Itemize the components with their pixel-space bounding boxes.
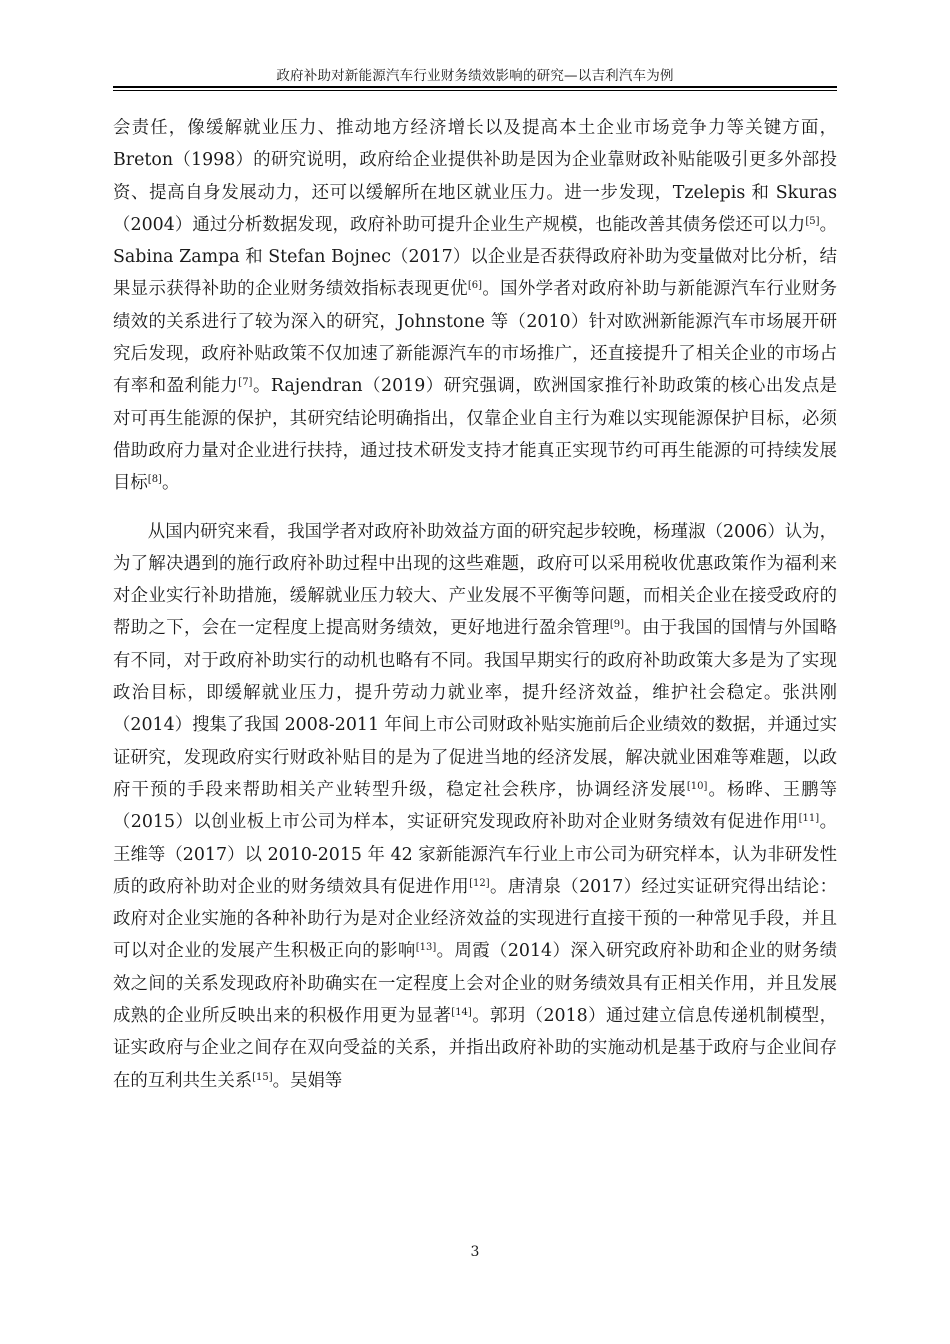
citation-ref: [14] xyxy=(451,1007,472,1019)
text-run: 。王维等（2017）以 2010-2015 年 42 家新能源汽车行业上市公司为研究样本，认为非研发性质的政府补助对企业的财务绩效具有促进作用 xyxy=(113,812,837,897)
paragraph-domestic-research xyxy=(113,516,837,1097)
text-run: 。国外学者对政府补助与新能源汽车行业财务绩效的关系进行了较为深入的研究，Johnstone 等（2010）针对欧洲新能源汽车市场展开研究后发现，政府补贴政策不仅加速了新能源汽车的市场推广，还直接提升了相关企业的市场占有率和盈利能力 xyxy=(113,279,837,397)
text-run: 。周霞（2014）深入研究政府补助和企业的财务绩效之间的关系发现政府补助确实在一定程度上会对企业的财务绩效具有正相关作用，并且发展成熟的企业所反映出来的积极作用更为显著 xyxy=(113,941,837,1027)
citation-ref: [13] xyxy=(415,942,437,954)
citation-ref: [10] xyxy=(686,780,708,792)
header-rule-thick xyxy=(113,86,837,88)
text-run: 会责任，像缓解就业压力、推动地方经济增长以及提高本土企业市场竞争力等关键方面，Breton（1998）的研究说明，政府给企业提供补助是因为企业靠财政补贴能吸引更多外部投资、提高自身发展动力，还可以缓解所在地区就业压力。进一步发现，Tzelepis 和 Skuras（2004）通过分析数据发现，政府补助可提升企业生产规模，也能改善其债务偿还可以力 xyxy=(113,118,837,235)
citation-ref: [8] xyxy=(147,474,162,486)
citation-ref: [6] xyxy=(467,280,483,292)
citation-ref: [5] xyxy=(805,215,820,227)
text-run: 。Rajendran（2019）研究强调，欧洲国家推行补助政策的核心出发点是对可再生能源的保护，其研究结论明确指出，仅靠企业自主行为难以实现能源保护目标，必须借助政府力量对企业进行扶持，通过技术研发支持才能真正实现节约可再生能源的可持续发展目标 xyxy=(113,376,837,494)
citation-ref: [12] xyxy=(469,877,490,889)
text-run: 。杨晔、王鹏等（2015）以创业板上市公司为样本，实证研究发现政府补助对企业财务绩效有促进作用 xyxy=(113,779,837,833)
page-number: 3 xyxy=(470,1244,480,1260)
paragraph-foreign-research xyxy=(113,112,837,500)
text-run: 从国内研究来看，我国学者对政府补助效益方面的研究起步较晚，杨瑾淑（2006）认为，为了解决遇到的施行政府补助过程中出现的这些难题，政府可以采用税收优惠政策作为福利来对企业实行补助措施，缓解就业压力较大、产业发展不平衡等问题，而相关企业在接受政府的帮助之下，会在一定程度上提高财务绩效，更好地进行盈余管理 xyxy=(113,521,837,639)
text-run: 。由于我国的国情与外国略有不同，对于政府补助实行的动机也略有不同。我国早期实行的政府补助政策大多是为了实现政治目标，即缓解就业压力，提升劳动力就业率，提升经济效益，维护社会稳定。张洪刚（2014）搜集了我国 2008-2011 年间上市公司财政补贴实施前后企业绩效的数据，并通过实证研究，发现政府实行财政补贴目的是为了促进当地的经济发展，解决就业困难等难题，以政府干预的手段来帮助相关产业转型升级，稳定社会秩序，协调经济发展 xyxy=(113,618,837,800)
citation-ref: [15] xyxy=(252,1071,273,1083)
text-run: 。吴娟等 xyxy=(272,1070,343,1091)
header-rule-thin xyxy=(113,90,837,91)
text-run: 。郭玥（2018）通过建立信息传递机制模型，证实政府与企业之间存在双向受益的关系，并指出政府补助的实施动机是基于政府与企业间存在的互利共生关系 xyxy=(113,1006,837,1091)
citation-ref: [11] xyxy=(798,813,820,825)
citation-ref: [9] xyxy=(609,619,625,631)
citation-ref: [7] xyxy=(238,377,253,389)
body-text xyxy=(113,112,837,1097)
text-run: 。 xyxy=(161,473,180,494)
text-run: 。唐清泉（2017）经过实证研究得出结论：政府对企业实施的各种补助行为是对企业经济效益的实现进行直接干预的一种常见手段，并且可以对企业的发展产生积极正向的影响 xyxy=(113,876,837,962)
text-run: 。Sabina Zampa 和 Stefan Bojnec（2017）以企业是否获得政府补助为变量做对比分析，结果显示获得补助的企业财务绩效指标表现更优 xyxy=(113,214,837,300)
running-header: 政府补助对新能源汽车行业财务绩效影响的研究—以吉利汽车为例 xyxy=(276,68,674,84)
